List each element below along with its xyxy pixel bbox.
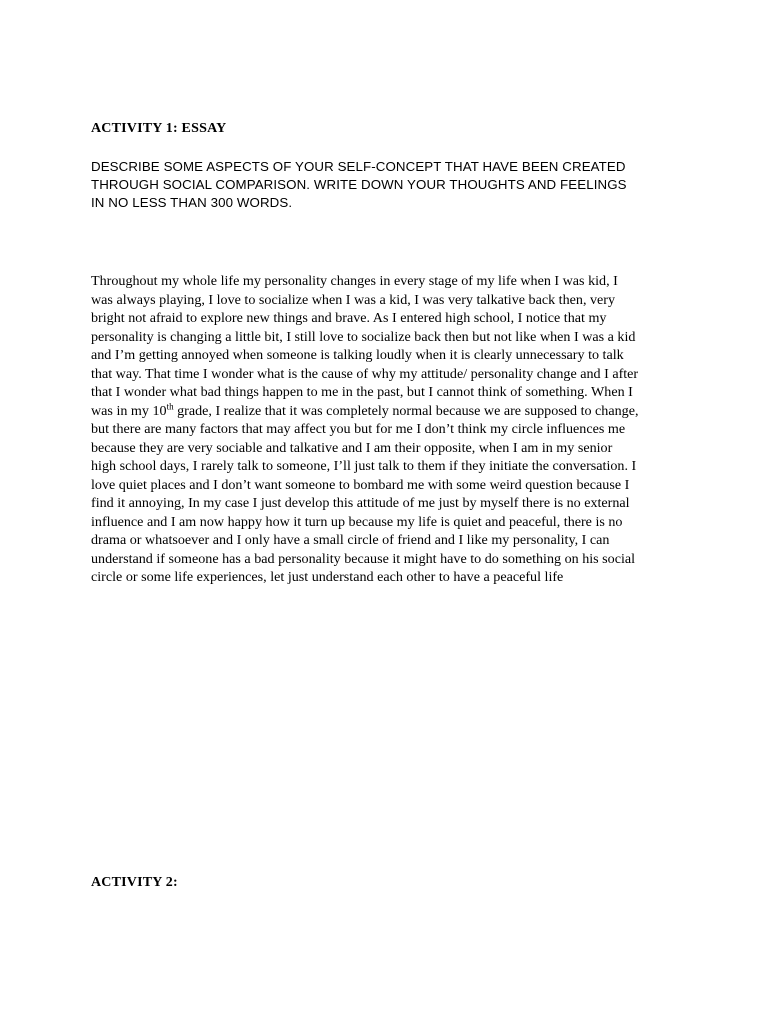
essay-line: that way. That time I wonder what is the cause of why my attitude/ personality change and I after [91, 365, 639, 382]
essay-line: circle or some life experiences, let just understand each other to have a peaceful life [91, 569, 564, 585]
essay-line: understand if someone has a bad personality because it might have to do something on his social [91, 550, 636, 567]
essay-line-grade-rest: grade, I realize that it was completely normal because we are supposed to change, [173, 402, 639, 419]
essay-line: bright not afraid to explore new things and brave. As I entered high school, I notice that my [91, 310, 607, 326]
essay-line: Throughout my whole life my personality changes in every stage of my life when I was kid, I [91, 273, 618, 289]
activity1-heading: ACTIVITY 1: ESSAY [91, 121, 227, 136]
essay-line: influence and I am now happy how it turn up because my life is quiet and peaceful, there is no [91, 513, 623, 530]
essay-line: and I’m getting annoyed when someone is talking loudly when it is clearly unnecessary to talk [91, 347, 624, 363]
essay-line: find it annoying, In my case I just develop this attitude of me just by myself there is no external [91, 495, 630, 511]
essay-line: was always playing, I love to socialize when I was a kid, I was very talkative back then, very [91, 291, 616, 308]
essay-line: that I wonder what bad things happen to me in the past, but I cannot think of something. When I [91, 384, 633, 400]
essay-line: but there are many factors that may affect you but for me I don’t think my circle influences me [91, 421, 626, 437]
essay-line: personality is changing a little bit, I still love to socialize back then but not like when I was a kid [91, 328, 636, 345]
essay-prompt [91, 158, 691, 212]
essay-line-grade [91, 402, 691, 421]
prompt-line: IN NO LESS THAN 300 WORDS. [91, 195, 293, 210]
essay-line: because they are very sociable and talkative and I am their opposite, when I am in my senior [91, 439, 613, 456]
prompt-line: DESCRIBE SOME ASPECTS OF YOUR SELF-CONCEPT THAT HAVE BEEN CREATED [91, 159, 626, 174]
essay-line: drama or whatsoever and I only have a small circle of friend and I like my personality, I can [91, 532, 610, 548]
essay-line-grade-start: was in my 10 [91, 402, 167, 419]
essay-line: love quiet places and I don’t want someone to bombard me with some weird question because I [91, 476, 630, 493]
essay-body [91, 272, 691, 587]
ordinal-superscript: th [166, 400, 174, 411]
essay-line: high school days, I rarely talk to someone, I’ll just talk to them if they initiate the conversation. I [91, 458, 637, 474]
activity2-heading: ACTIVITY 2: [91, 875, 178, 890]
prompt-line: THROUGH SOCIAL COMPARISON. WRITE DOWN YOUR THOUGHTS AND FEELINGS [91, 177, 627, 192]
